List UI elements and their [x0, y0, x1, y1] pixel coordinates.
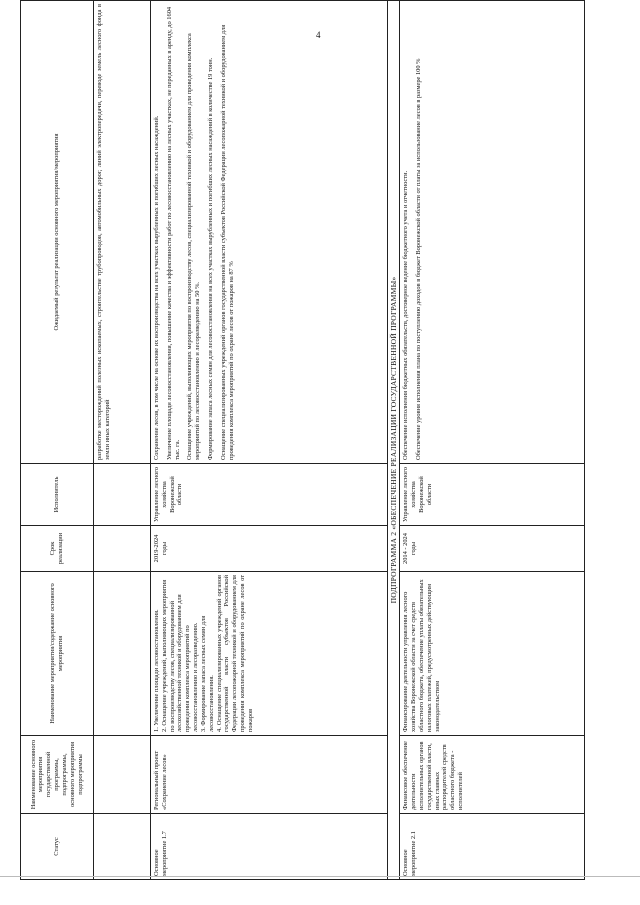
result-paragraph: Обеспечение уровня исполнения плана по поступлению доходов в бюджет Воронежской области от платы за использование лесов в размере 100 %: [415, 58, 423, 460]
subprogram-row: [388, 1, 400, 880]
header-term: Срок реализации: [21, 526, 94, 572]
result-paragraph: Сохранение лесов, в том числе на основе их воспроизводства на всех участках вырубленных и погибших лесных насаждений.: [153, 115, 160, 460]
action-item: 2. Оснащение учреждений, выполняющих мероприятия по воспроизводству лесов, специализированной лесохозяйственной техникой и оборудованием для проведения комплекса мероприятий по лесовосстановлению и лесоразведению.: [160, 579, 200, 732]
action-item: 3. Формирование запаса лесных семян для лесовосстановления.: [199, 615, 215, 732]
cell-action: Финансирование деятельности управления лесного хозяйства Воронежской области за счет средств областного бюджета, обеспечение уплаты обязательных налоговых платежей, предусмотренных действующим законодательством: [400, 572, 585, 736]
cell-term: 2014 - 2024 годы: [400, 526, 585, 572]
subprogram-title: ПОДПРОГРАММА 2 «ОБЕСПЕЧЕНИЕ РЕАЛИЗАЦИИ ГОСУДАРСТВЕННОЙ ПРОГРАММЫ»: [388, 1, 400, 880]
header-executor: Исполнитель: [21, 464, 94, 526]
cell-empty: [94, 464, 151, 526]
cell-status: Основное мероприятие 2.1: [400, 814, 585, 880]
cell-empty: [94, 572, 151, 736]
cell-result: разработке месторождений полезных ископаемых, строительстве трубопроводов, автомобильных дорог, линий электропередачи, переводе земель лесного фонда в земли иных категорий: [94, 1, 151, 464]
table-row-2-1: [400, 1, 585, 880]
header-name: Наименование основного мероприятия государственной программы, подпрограммы, основного мероприятия подпрограммы: [21, 736, 94, 814]
cell-name: Финансовое обеспечение деятельности исполнительных органов государственной власти, иных главных распорядителей средств областного бюджета - исполнителей: [400, 736, 585, 814]
result-paragraph: Увеличение площади лесовосстановления, повышение качества и эффективности работ по лесовосстановлению на лесных участках, не переданных в аренду, до 1604 тыс. га.: [165, 6, 181, 460]
page-number: 4: [316, 30, 321, 40]
cell-result: [400, 1, 585, 464]
result-paragraph: Оснащение учреждений, выполняющих мероприятия по воспроизводству лесов, специализированной техникой и оборудованием для проведения комплекса мероприятий по лесовосстановлению и лесоразведению на 50 %.: [186, 33, 202, 460]
cell-result: [151, 1, 388, 464]
cell-action: [151, 572, 388, 736]
result-paragraph: Формирование запаса лесных семян для лесовосстановления на всех участках вырубленных и погибших лесных насаждений в количестве 19 тонн.: [207, 57, 215, 460]
table-row-1-7: [151, 1, 388, 880]
result-paragraph: Обеспечение исполнения бюджетных обязательств, достоверное ведение бюджетного учета и отчетности.: [402, 170, 410, 460]
cell-executor: Управление лесного хозяйства Воронежской области: [151, 464, 388, 526]
action-item: 1. Увеличение площади лесовосстановления.: [153, 609, 160, 732]
header-status: Статус: [21, 814, 94, 880]
cell-name: Региональный проект «Сохранение лесов»: [151, 736, 388, 814]
header-result: Ожидаемый результат реализации основного мероприятия/мероприятия: [21, 1, 94, 464]
action-item: 4. Оснащение специализированных учреждений органов государственной власти субъектов Российской Федерации лесопожарной техникой и оборудованием для проведения комплекса мероприятий по охране лесов от пожаров: [215, 575, 254, 732]
header-action: Наименование мероприятия/содержание основного мероприятия: [21, 572, 94, 736]
program-table: [20, 0, 585, 880]
table-row-continued: [94, 1, 151, 880]
table-header-row: [21, 1, 94, 880]
cell-empty: [94, 526, 151, 572]
result-paragraph: Оснащение специализированных учреждений органов государственной власти субъектов Российской Федерации лесопожарной техникой и оборудованием для проведения комплекса мероприятий по охране лесов от пожаров на 87 %: [219, 24, 235, 460]
cell-term: 2019-2024 годы: [151, 526, 388, 572]
cell-executor: Управление лесного хозяйства Воронежской области: [400, 464, 585, 526]
rotated-table-sheet: [20, 0, 610, 880]
cell-empty: [94, 814, 151, 880]
page-bottom-rule: [0, 876, 640, 877]
cell-status: Основное мероприятие 1.7: [151, 814, 388, 880]
cell-empty: [94, 736, 151, 814]
